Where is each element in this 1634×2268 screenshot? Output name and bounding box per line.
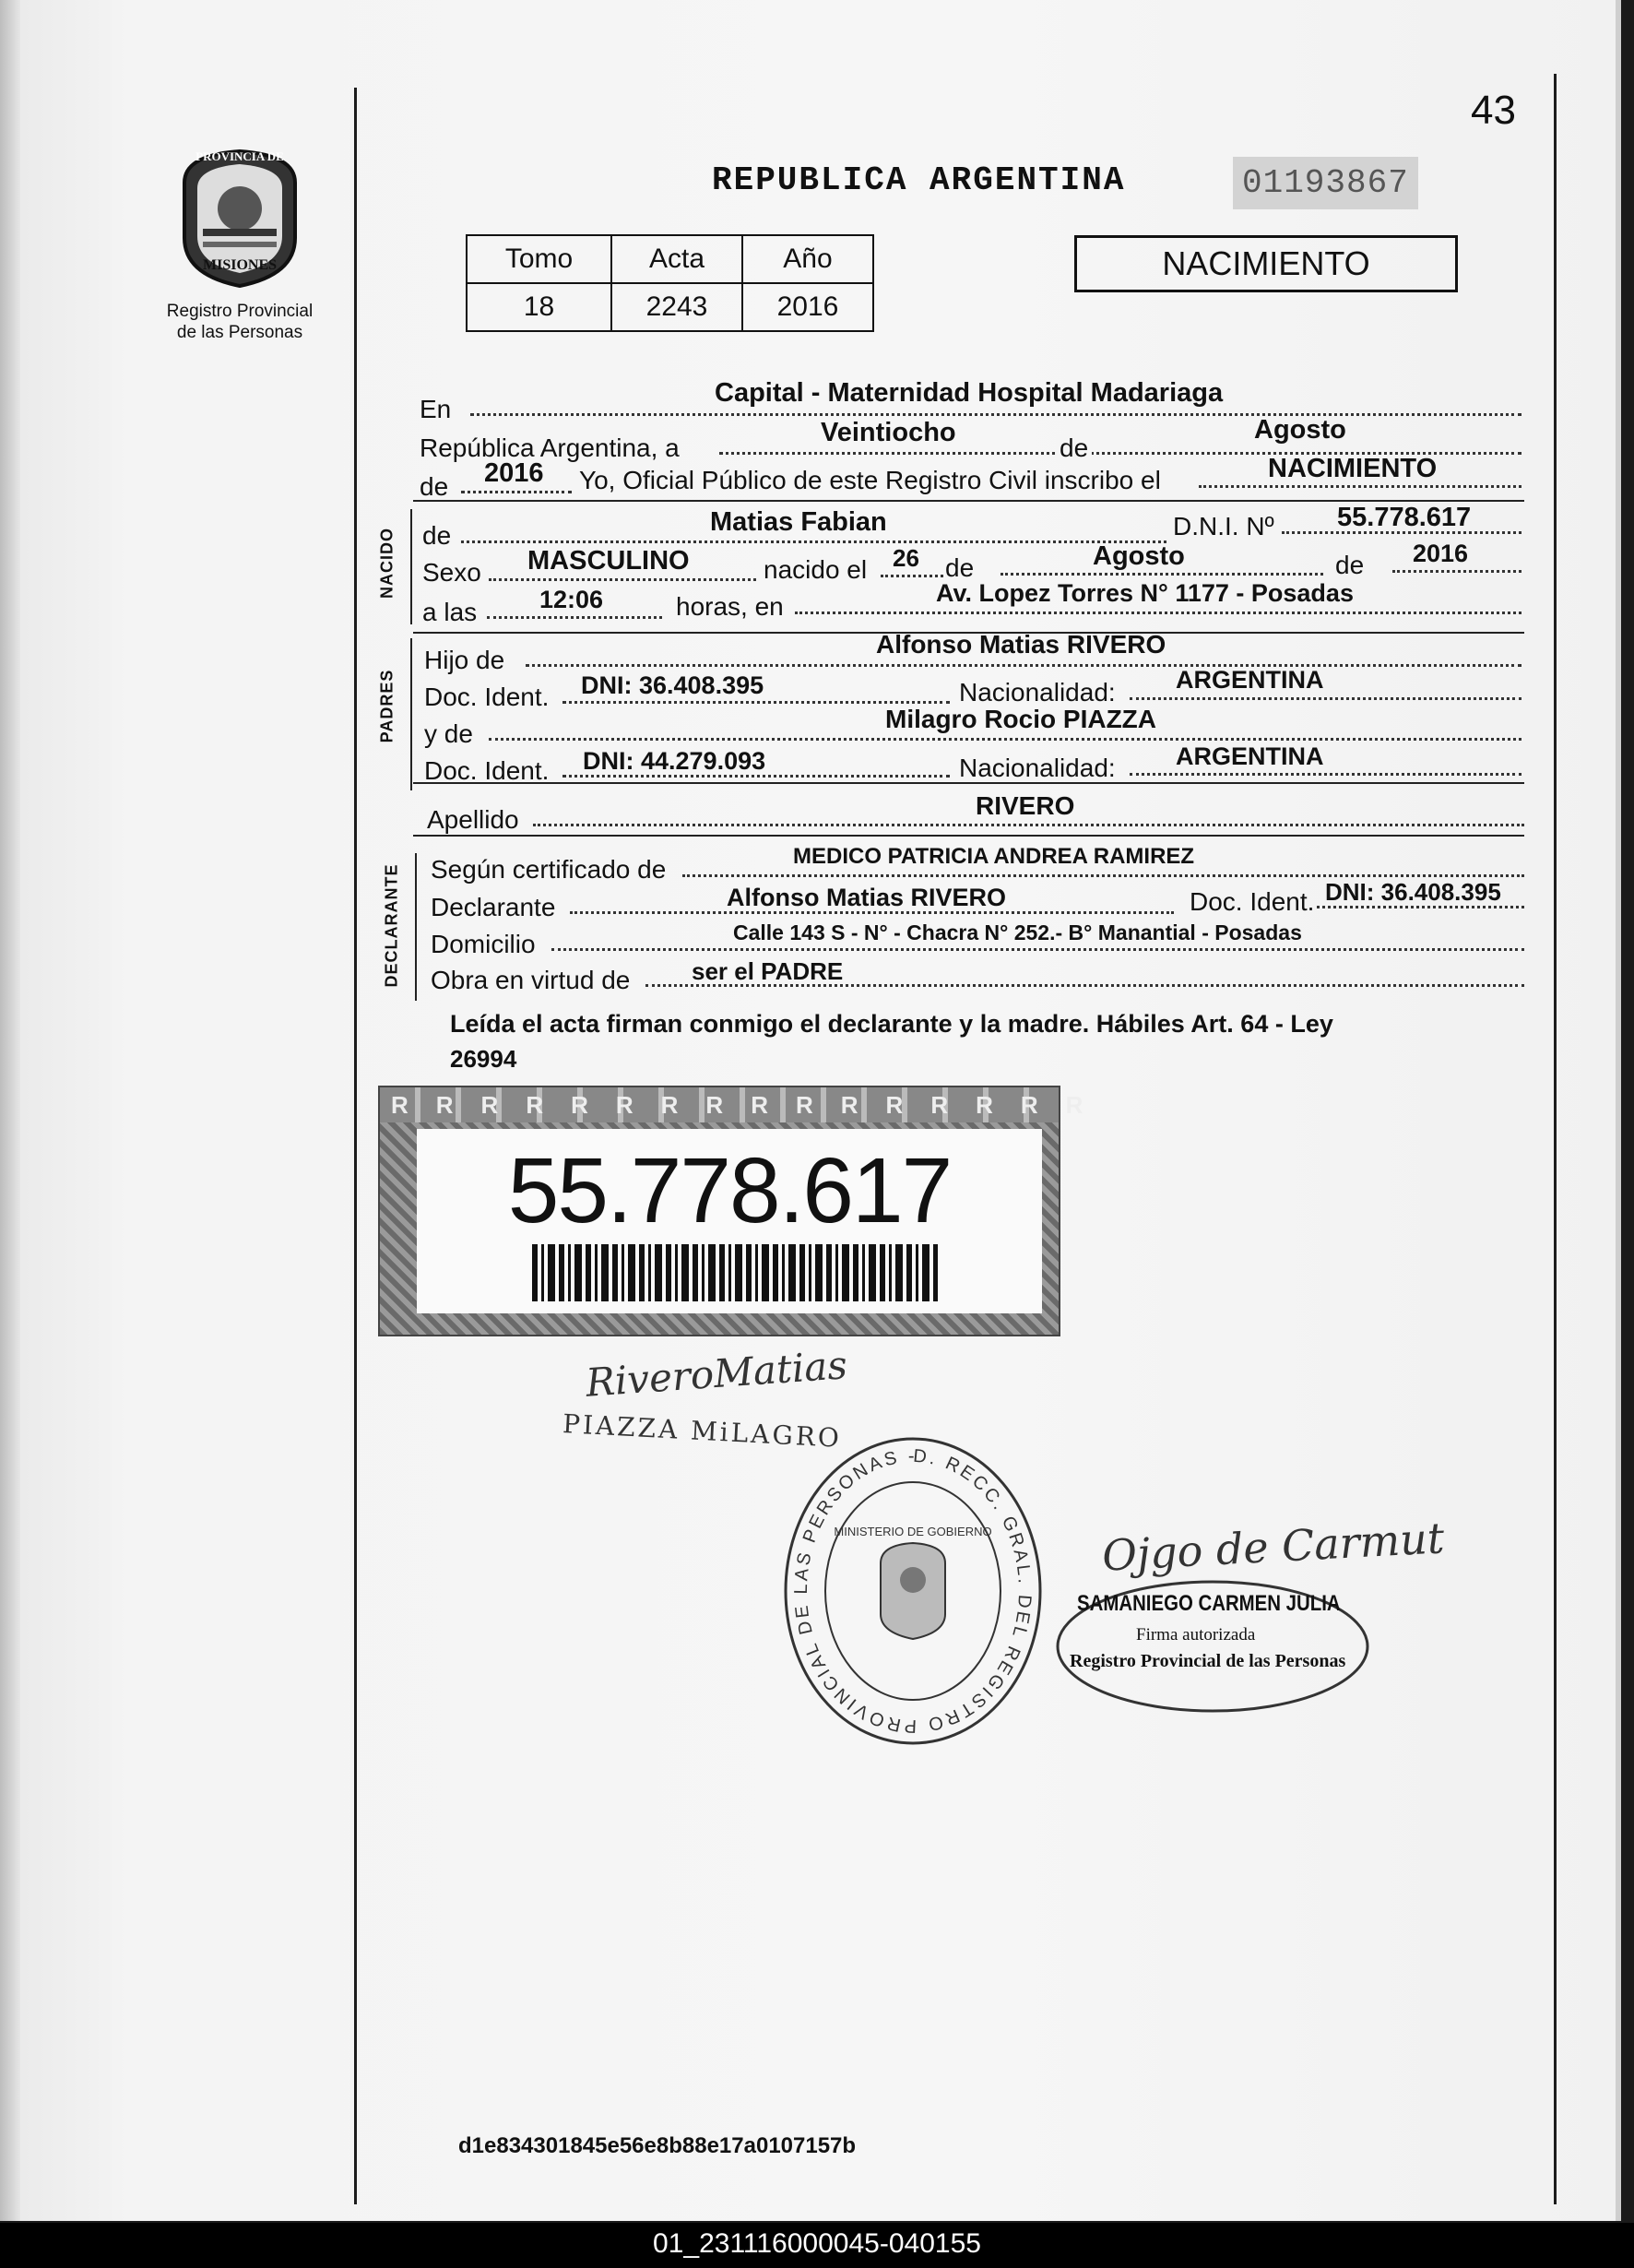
birth-month-value: Agosto: [1093, 541, 1185, 571]
stamp-ring-text: D. RECC. GRAL. DEL REGISTRO PROVINCIAL DE LAS PERSONAS -: [790, 1445, 1036, 1737]
dni-sticker: [378, 1086, 1111, 1336]
record-table-header-row: [467, 235, 873, 283]
apellido-separator: [413, 835, 1524, 837]
official-round-stamp: [775, 1425, 1051, 1766]
place-value: Capital - Maternidad Hospital Madariaga: [715, 378, 1224, 408]
mother-dots: [489, 738, 1522, 741]
apellido-dots: [533, 824, 1524, 826]
inscribo-dots: [1199, 485, 1522, 488]
record-value-tomo: 18: [467, 283, 611, 331]
birth-month-dots: [1001, 573, 1323, 576]
act-type-box: NACIMIENTO: [1074, 235, 1458, 292]
record-value-acta: 2243: [611, 283, 742, 331]
sticker-label-panel: [417, 1129, 1042, 1313]
record-table-value-row: [467, 283, 873, 331]
time-value: 12:06: [539, 586, 604, 613]
signature-piazza: PIAZZA MiLAGRO: [562, 1408, 843, 1454]
record-header-acta: Acta: [611, 235, 742, 283]
logo-caption-line1: Registro Provincial: [166, 302, 314, 321]
record-header-anio: Año: [742, 235, 873, 283]
dni-label: D.N.I. Nº: [1173, 512, 1274, 540]
firma-autorizada-label: Firma autorizada: [1136, 1625, 1256, 1645]
mother-nat-label: Nacionalidad:: [959, 754, 1116, 782]
official-signature: Ojgo de Carmut: [1100, 1513, 1446, 1581]
record-value-anio: 2016: [742, 283, 873, 331]
de-label-2: de: [420, 472, 449, 501]
seal-text-bottom: MISIONES: [202, 257, 278, 273]
mother-nat-value: ARGENTINA: [1176, 742, 1324, 770]
footer-code: 01_231116000045-040155: [653, 2228, 981, 2259]
en-dots: [470, 413, 1522, 416]
y-de-label: y de: [424, 719, 473, 748]
nacido-de-label-2: de: [945, 553, 975, 582]
sexo-label: Sexo: [422, 558, 481, 587]
stamp-inner-text: MINISTERIO DE GOBIERNO: [834, 1525, 992, 1538]
signature-rivero: RiveroMatias: [584, 1342, 849, 1406]
registro-provincial-label: Registro Provincial de las Personas: [1070, 1651, 1346, 1671]
segun-dots: [682, 874, 1524, 877]
father-dots: [526, 664, 1522, 667]
padres-bracket: [410, 638, 412, 790]
father-doc-value: DNI: 36.408.395: [581, 671, 764, 699]
father-nat-dots: [1130, 697, 1522, 700]
nacido-el-label: nacido el: [764, 555, 868, 584]
month-value: Agosto: [1254, 415, 1346, 445]
birth-day-value: 26: [893, 544, 919, 572]
document-hash: d1e834301845e56e8b88e17a0107157b: [458, 2133, 857, 2158]
nacido-de-label: de: [422, 521, 452, 550]
intro-separator: [413, 500, 1524, 502]
birth-place-dots: [795, 612, 1522, 614]
declarante-section-label: DECLARANTE: [382, 863, 401, 988]
a-las-label: a las: [422, 598, 478, 626]
inscribo-value: NACIMIENTO: [1268, 454, 1438, 483]
declarante-doc-label: Doc. Ident.: [1190, 887, 1315, 916]
mother-nat-dots: [1130, 773, 1522, 776]
sticker-r-band: RRRRRRRRRRRRRRRR: [380, 1087, 1059, 1122]
sticker-dni-number: 55.778.617: [507, 1139, 952, 1242]
nacido-section-label: NACIDO: [377, 528, 397, 599]
obra-label: Obra en virtud de: [431, 966, 631, 994]
right-margin-rule: [1554, 74, 1557, 2204]
birth-year-dots: [1392, 570, 1522, 573]
child-name-value: Matias Fabian: [710, 507, 887, 537]
page-edge-shadow: [0, 0, 20, 2221]
birth-day-dots: [881, 575, 943, 577]
republica-label: República Argentina, a: [420, 433, 680, 462]
country-title: REPUBLICA ARGENTINA: [712, 161, 1126, 199]
father-doc-label: Doc. Ident.: [424, 683, 550, 711]
birth-place-value: Av. Lopez Torres N° 1177 - Posadas: [936, 579, 1354, 607]
mother-doc-label: Doc. Ident.: [424, 756, 550, 785]
mother-name-value: Milagro Rocio PIAZZA: [885, 705, 1156, 733]
time-dots: [487, 616, 662, 619]
padres-separator: [413, 782, 1524, 784]
sexo-value: MASCULINO: [527, 546, 690, 576]
province-seal-logo: [166, 146, 314, 293]
apellido-value: RIVERO: [976, 791, 1075, 820]
domicilio-value: Calle 143 S - N° - Chacra N° 252.- B° Manantial - Posadas: [733, 920, 1302, 944]
declarante-label: Declarante: [431, 893, 556, 921]
padres-section-label: PADRES: [377, 669, 397, 743]
domicilio-label: Domicilio: [431, 930, 536, 958]
official-name: SAMANIEGO CARMEN JULIA: [1077, 1591, 1341, 1616]
seal-text-top: PROVINCIA DE: [195, 149, 284, 163]
left-margin-rule: [354, 88, 357, 2204]
obra-value: ser el PADRE: [692, 957, 844, 985]
sticker-barcode: [532, 1244, 938, 1301]
serial-number: 01193867: [1233, 157, 1418, 209]
closing-line2: 26994: [450, 1045, 517, 1073]
record-header-tomo: Tomo: [467, 235, 611, 283]
birth-year-value: 2016: [1413, 540, 1469, 567]
domicilio-dots: [551, 948, 1524, 951]
footer-code-bar: [0, 2223, 1634, 2268]
sexo-dots: [489, 578, 756, 581]
father-doc-dots: [562, 701, 950, 704]
record-table: [466, 234, 874, 332]
father-nat-value: ARGENTINA: [1176, 666, 1324, 694]
yo-text: Yo, Oficial Público de este Registro Civil inscribo el: [579, 466, 1161, 494]
logo-caption-line2: de las Personas: [176, 323, 303, 342]
apellido-label: Apellido: [427, 805, 519, 834]
horas-label: horas, en: [676, 592, 784, 621]
certificate-value: MEDICO PATRICIA ANDREA RAMIREZ: [793, 844, 1195, 869]
de-label-1: de: [1056, 433, 1092, 463]
page-number: 43: [1471, 88, 1516, 133]
hijo-de-label: Hijo de: [424, 646, 505, 674]
year-dots: [461, 491, 572, 493]
declarante-doc-value: DNI: 36.408.395: [1325, 878, 1501, 906]
declarante-bracket: [415, 853, 417, 1001]
father-nat-label: Nacionalidad:: [959, 678, 1116, 707]
segun-label: Según certificado de: [431, 855, 667, 884]
day-words-value: Veintiocho: [821, 418, 956, 447]
father-name-value: Alfonso Matias RIVERO: [876, 630, 1166, 659]
mother-doc-value: DNI: 44.279.093: [583, 747, 766, 775]
child-dni-value: 55.778.617: [1337, 503, 1472, 532]
declarante-name-value: Alfonso Matias RIVERO: [727, 884, 1007, 911]
nacido-de-label-3: de: [1335, 551, 1365, 579]
closing-line1: Leída el acta firman conmigo el declarante y la madre. Hábiles Art. 64 - Ley: [450, 1010, 1333, 1038]
nacido-name-dots: [461, 540, 1166, 543]
en-label: En: [420, 395, 452, 423]
year-value: 2016: [484, 458, 544, 488]
nacido-bracket: [410, 509, 412, 624]
